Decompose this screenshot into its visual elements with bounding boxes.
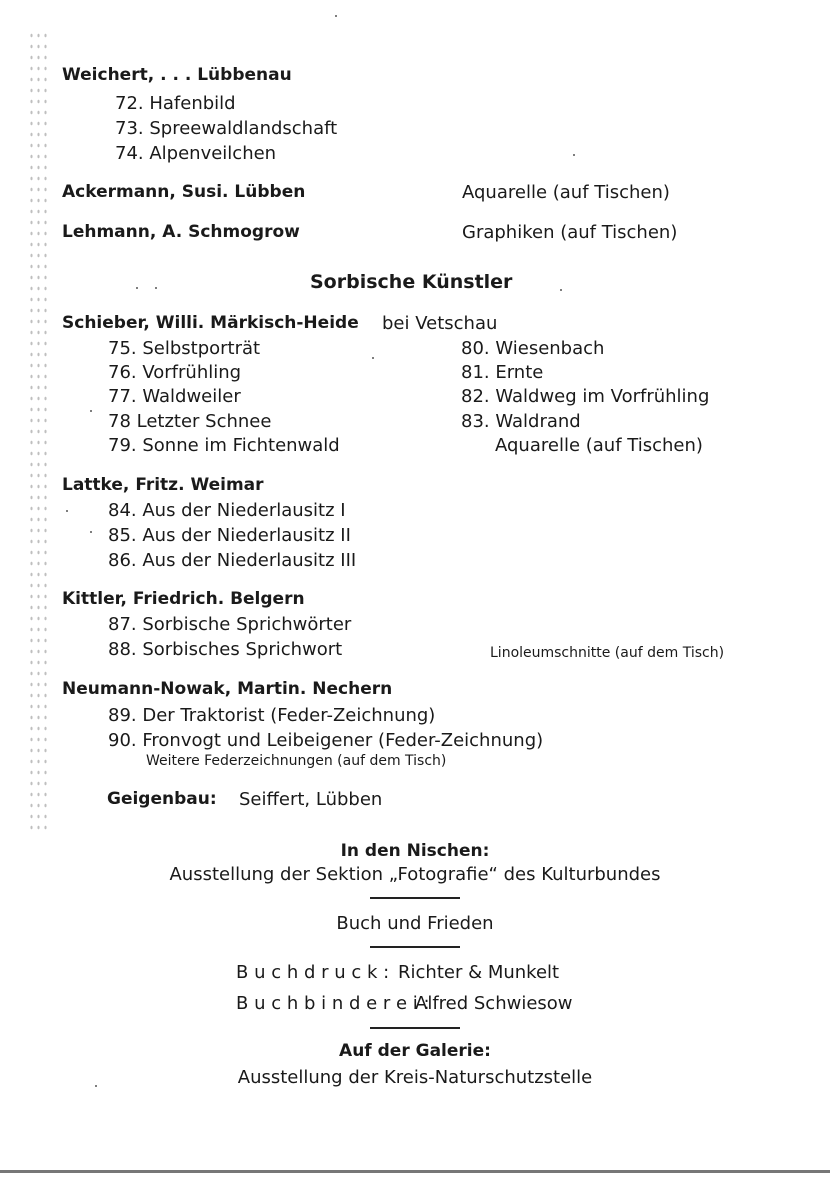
scan-speck [560, 289, 562, 291]
divider [370, 1027, 460, 1029]
buchdruck-value: Richter & Munkelt [398, 962, 560, 983]
work-item: 74. Alpenveilchen [115, 143, 277, 164]
galerie-title: Auf der Galerie: [339, 1041, 491, 1061]
scan-speck [573, 154, 575, 156]
work-item: 80. Wiesenbach [461, 338, 605, 359]
work-item: 84. Aus der Niederlausitz I [108, 500, 346, 521]
galerie-text: Ausstellung der Kreis-Naturschutzstelle [237, 1067, 593, 1088]
buch-und-frieden: Buch und Frieden [336, 913, 494, 934]
medium-note: Graphiken (auf Tischen) [462, 222, 678, 243]
work-item: 79. Sonne im Fichtenwald [108, 435, 340, 456]
artist-name: Lehmann, A. Schmogrow [62, 222, 300, 242]
buchbinderei-label: B u c h b i n d e r e i : [236, 993, 430, 1014]
work-item: 90. Fronvogt und Leibeigener (Feder-Zeichnung) [108, 730, 544, 751]
medium-note: Aquarelle (auf Tischen) [462, 182, 670, 203]
scan-speck [155, 287, 157, 289]
geigenbau-value: Seiffert, Lübben [239, 789, 383, 810]
nischen-text: Ausstellung der Sektion „Fotografie“ des Kulturbundes [169, 864, 661, 885]
work-item: 81. Ernte [461, 362, 544, 383]
scan-speck [95, 1085, 97, 1087]
work-item: 72. Hafenbild [115, 93, 236, 114]
work-item: 83. Waldrand [461, 411, 581, 432]
medium-note: Weitere Federzeichnungen (auf dem Tisch) [146, 753, 447, 769]
work-item: 87. Sorbische Sprichwörter [108, 614, 352, 635]
artist-name: Lattke, Fritz. Weimar [62, 475, 264, 495]
scan-speck [90, 410, 92, 412]
geigenbau-label: Geigenbau: [107, 789, 217, 809]
medium-note: Linoleumschnitte (auf dem Tisch) [490, 645, 725, 661]
artist-location-suffix: bei Vetschau [382, 313, 498, 334]
divider [370, 946, 460, 948]
work-item: 76. Vorfrühling [108, 362, 242, 383]
work-item: 78 Letzter Schnee [108, 411, 272, 432]
work-item: 85. Aus der Niederlausitz II [108, 525, 351, 546]
work-item: 89. Der Traktorist (Feder-Zeichnung) [108, 705, 436, 726]
work-item: 86. Aus der Niederlausitz III [108, 550, 357, 571]
artist-name: Neumann-Nowak, Martin. Nechern [62, 679, 393, 699]
work-item: 73. Spreewaldlandschaft [115, 118, 338, 139]
buchbinderei-value: Alfred Schwiesow [415, 993, 573, 1014]
scan-speck [90, 531, 92, 533]
work-item: 82. Waldweg im Vorfrühling [461, 386, 710, 407]
scan-edge-noise [28, 30, 48, 830]
artist-name: Kittler, Friedrich. Belgern [62, 589, 305, 609]
scan-speck [136, 287, 138, 289]
buchdruck-label: B u c h d r u c k : [236, 962, 390, 983]
work-item: 75. Selbstporträt [108, 338, 261, 359]
scan-bottom-edge [0, 1170, 830, 1173]
nischen-title: In den Nischen: [340, 841, 490, 861]
artist-name: Schieber, Willi. Märkisch-Heide [62, 313, 359, 333]
section-title: Sorbische Künstler [310, 271, 513, 293]
scan-speck [335, 15, 337, 17]
divider [370, 897, 460, 899]
artist-name: Ackermann, Susi. Lübben [62, 182, 306, 202]
scan-speck [372, 357, 374, 359]
medium-note: Aquarelle (auf Tischen) [495, 435, 703, 456]
work-item: 77. Waldweiler [108, 386, 241, 407]
artist-name: Weichert, . . . Lübbenau [62, 65, 292, 85]
scan-speck [66, 510, 68, 512]
work-item: 88. Sorbisches Sprichwort [108, 639, 343, 660]
